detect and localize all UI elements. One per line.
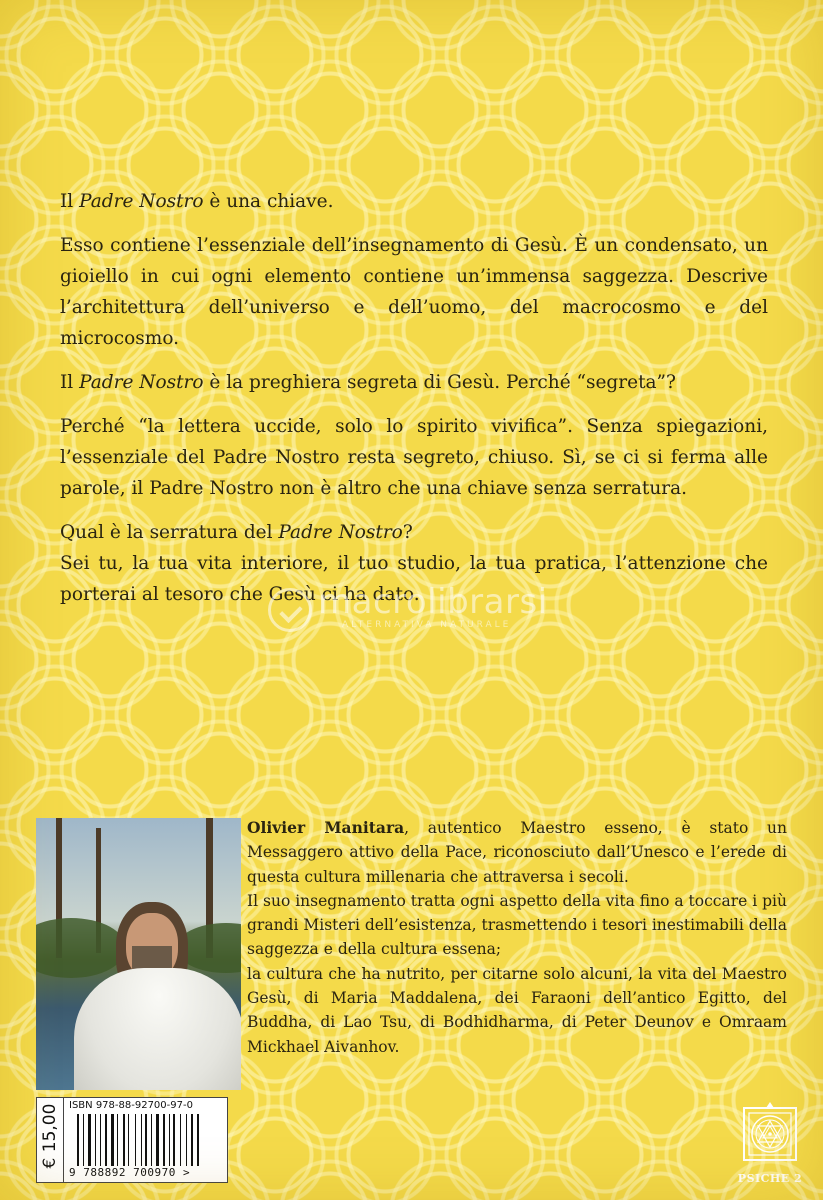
barcode-bar — [95, 1114, 96, 1166]
barcode-bar — [88, 1114, 91, 1166]
barcode-bar — [180, 1114, 181, 1166]
blurb-paragraph-5 — [60, 517, 768, 548]
barcode-bar — [111, 1114, 114, 1166]
barcode-bars — [77, 1114, 217, 1166]
barcode-bar — [173, 1114, 175, 1166]
blurb-text-run: Il — [60, 372, 80, 393]
barcode-bar — [100, 1114, 101, 1166]
sri-yantra-icon — [738, 1100, 802, 1170]
barcode-label — [36, 1097, 228, 1183]
blurb-italic-title: Padre Nostro — [278, 522, 403, 543]
barcode-bar — [77, 1114, 79, 1166]
barcode-bar — [163, 1114, 165, 1166]
blurb-paragraph-2: Esso contiene l’essenziale dell’insegnamento di Gesù. È un condensato, un gioiello in cui ogni elemento contiene un’immensa saggezza. Descrive l’architettura dell’universo e dell’uomo, del macrocosmo e del microcosmo. — [60, 235, 768, 349]
blurb-text-run: Qual è la serratura del — [60, 522, 279, 543]
blurb-text — [60, 186, 768, 623]
barcode-bar — [83, 1114, 84, 1166]
barcode-bar — [123, 1114, 125, 1166]
blurb-paragraph-3 — [60, 367, 768, 398]
barcode-bar — [169, 1114, 170, 1166]
barcode-bar — [145, 1114, 147, 1166]
watermark-name: macrolibrarsi — [318, 582, 548, 622]
blurb-text-run: ? — [402, 522, 413, 543]
barcode-bar — [117, 1114, 118, 1166]
isbn: ISBN 978-88-92700-97-0 — [69, 1100, 193, 1111]
barcode-bar — [191, 1114, 193, 1166]
ean-number: 9 788892 700970 > — [69, 1166, 191, 1179]
barcode-bar — [197, 1114, 199, 1166]
barcode-bar — [105, 1114, 107, 1166]
barcode-bar — [156, 1114, 159, 1166]
publisher-logo — [732, 1100, 808, 1190]
blurb-italic-title: Padre Nostro — [79, 191, 204, 212]
barcode-bar — [186, 1114, 187, 1166]
check-circle-icon — [268, 588, 312, 632]
barcode-bar — [128, 1114, 129, 1166]
barcode-bar — [135, 1114, 136, 1166]
bio-intro: , autentico Maestro esseno, è stato un Messaggero attivo della Pace, riconosciuto dall’Unesco e l’erede di questa cultura millenaria che attraversa i secoli. — [247, 819, 787, 886]
bio-paragraph-2: Il suo insegnamento tratta ogni aspetto della vita fino a toccare i più grandi Misteri dell’esistenza, trasmettendo i tesori inestimabili della saggezza e della cultura essena; — [247, 891, 787, 959]
blurb-text-run: è la preghiera segreta di Gesù. Perché “segreta”? — [203, 372, 676, 393]
watermark — [268, 582, 568, 634]
blurb-italic-title: Padre Nostro — [79, 372, 204, 393]
watermark-tagline: ALTERNATIVA NATURALE — [342, 620, 512, 630]
price-box — [37, 1098, 64, 1182]
author-name: Olivier Manitara — [247, 818, 405, 837]
bio-paragraph-1 — [247, 816, 787, 889]
author-photo — [36, 818, 241, 1090]
blurb-text-run: è una chiave. — [203, 191, 334, 212]
barcode-bar — [141, 1114, 142, 1166]
blurb-paragraph-1 — [60, 186, 768, 217]
blurb-paragraph-6: Sei tu, la tua vita interiore, il tuo studio, la tua pratica, l’attenzione che porterai al tesoro che Gesù ci ha dato. — [60, 553, 768, 605]
price: € 15,00 — [40, 1103, 60, 1169]
bio-paragraph-3: la cultura che ha nutrito, per citarne solo alcuni, la vita del Maestro Gesù, di Maria Maddalena, dei Faraoni dell’antico Egitto, del Buddha, di Lao Tsu, di Bodhidharma, di Peter Deunov e Omraam Mickhael Aivanhov. — [247, 964, 787, 1056]
blurb-text-run: Il — [60, 191, 80, 212]
author-bio — [247, 816, 787, 1059]
publisher-name: PSICHE 2 — [737, 1172, 803, 1185]
barcode-bar — [151, 1114, 152, 1166]
blurb-paragraph-4: Perché “la lettera uccide, solo lo spirito vivifica”. Senza spiegazioni, l’essenziale del Padre Nostro resta segreto, chiuso. Sì, se ci si ferma alle parole, il Padre Nostro non è altro che una chiave senza serratura. — [60, 416, 768, 499]
